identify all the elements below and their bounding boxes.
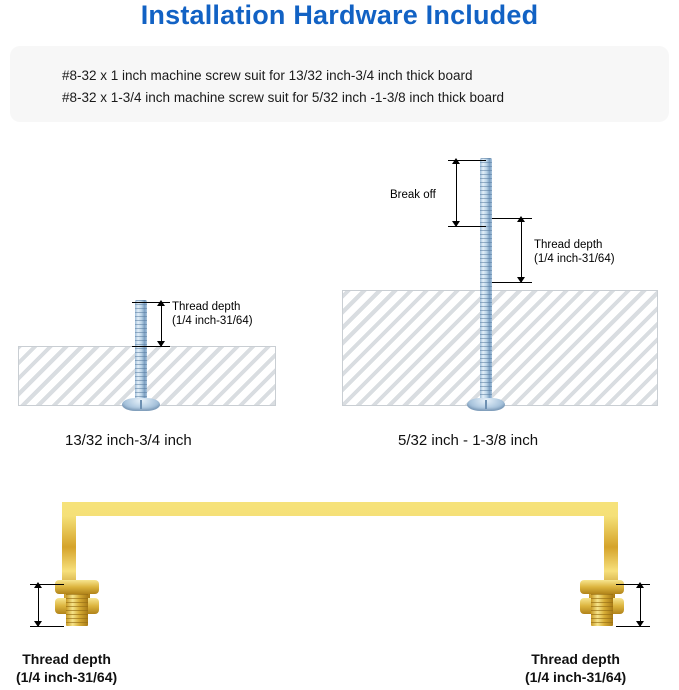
left-thread-depth-line1: Thread depth xyxy=(172,301,241,313)
left-dim-tick-bottom xyxy=(132,346,170,347)
handle-right-tick-top xyxy=(616,584,650,585)
handle-right-label-line1: Thread depth xyxy=(531,651,620,667)
handle-right-label-line2: (1/4 inch-31/64) xyxy=(525,669,627,685)
board-thick xyxy=(342,290,658,406)
right-thread-depth-label xyxy=(534,238,615,266)
board-thin xyxy=(18,346,276,406)
handle-right-dim-line xyxy=(640,584,641,626)
cabinet-pull-handle xyxy=(0,480,679,690)
handle-right-arrow-top xyxy=(636,582,644,588)
handle-left-thread-label xyxy=(16,650,117,686)
handle-left-arrow-top xyxy=(34,582,42,588)
right-dim-tick-bottom xyxy=(492,282,532,283)
handle-right-thread-label xyxy=(525,650,626,686)
break-off-arrow-top xyxy=(452,158,460,164)
handle-bar xyxy=(62,502,618,594)
break-off-label: Break off xyxy=(390,189,436,201)
handle-left-label-line2: (1/4 inch-31/64) xyxy=(16,669,118,685)
right-dim-tick-top xyxy=(492,218,532,219)
handle-left-tick-bottom xyxy=(30,626,64,627)
break-off-tick-bottom xyxy=(448,226,486,227)
handle-base-right xyxy=(580,580,624,594)
break-off-dim-line xyxy=(456,160,457,226)
right-thread-depth-line1: Thread depth xyxy=(534,239,603,251)
left-thread-depth-label xyxy=(172,300,253,328)
right-dim-line xyxy=(521,218,522,282)
left-dim-arrow-top xyxy=(157,300,165,306)
page-title: Installation Hardware Included xyxy=(140,0,539,30)
handle-right-tick-bottom xyxy=(616,626,650,627)
left-caption: 13/32 inch-3/4 inch xyxy=(65,432,192,449)
hardware-note-box xyxy=(10,46,669,122)
left-dim-tick-top xyxy=(132,302,170,303)
left-thread-depth-line2: (1/4 inch-31/64) xyxy=(172,315,253,327)
handle-base-left xyxy=(55,580,99,594)
handle-left-label-line1: Thread depth xyxy=(22,651,111,667)
left-dim-line xyxy=(161,302,162,346)
break-off-tick-top xyxy=(448,160,486,161)
handle-left-tick-top xyxy=(30,584,64,585)
handle-left-dim-line xyxy=(38,584,39,626)
right-dim-arrow-top xyxy=(517,216,525,222)
screw-diagram xyxy=(0,130,679,470)
right-caption: 5/32 inch - 1-3/8 inch xyxy=(398,432,539,449)
note-line-2: #8-32 x 1-3/4 inch machine screw suit for 5/32 inch -1-3/8 inch thick board xyxy=(62,90,504,105)
note-line-1: #8-32 x 1 inch machine screw suit for 13/32 inch-3/4 inch thick board xyxy=(62,68,473,83)
right-thread-depth-line2: (1/4 inch-31/64) xyxy=(534,253,615,265)
